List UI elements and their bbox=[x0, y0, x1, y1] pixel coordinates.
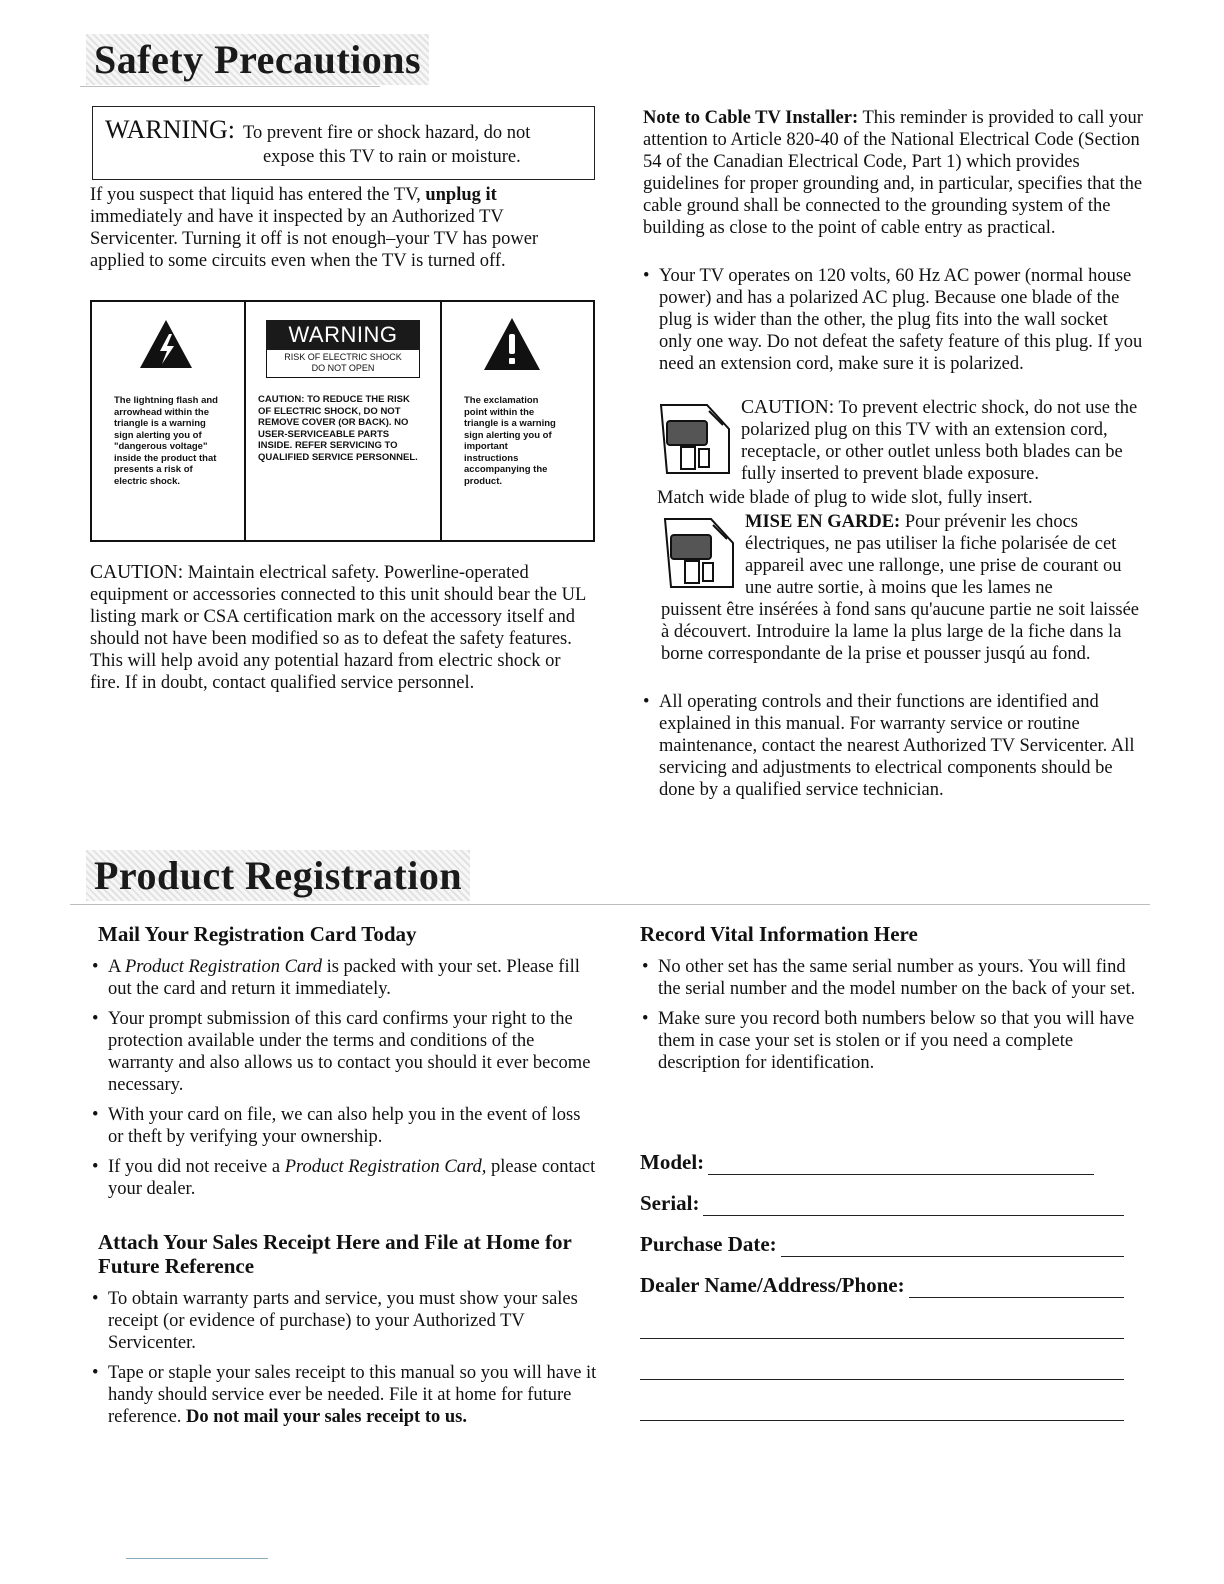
cable-installer-label: Note to Cable TV Installer: bbox=[643, 108, 859, 128]
lightning-column bbox=[92, 302, 246, 540]
lightning-text: The lightning flash and arrowhead within the triangle is a warning sign alerting you of "dangerous voltage" inside the product that presents a risk of electric shock. bbox=[114, 395, 218, 487]
receipt-bullet-1: • To obtain warranty parts and service, you must show your sales receipt (or evidence of purchase) to your Authorized TV Servicenter. bbox=[90, 1288, 600, 1354]
plug-caution-text: CAUTION: To prevent electric shock, do not use the polarized plug on this TV with an extension cord, receptacle, or other outlet unless both blades can be fully inserted to prevent blade exposure. bbox=[741, 397, 1138, 484]
dealer-line[interactable] bbox=[909, 1279, 1124, 1298]
service-caution-text: CAUTION: TO REDUCE THE RISK OF ELECTRIC SHOCK, DO NOT REMOVE COVER (OR BACK). NO USER-SERVICEABLE PARTS INSIDE. REFER SERVICING TO QUALIFIED SERVICE PERSONNEL. bbox=[258, 394, 418, 463]
page-footer-rule bbox=[126, 1558, 268, 1559]
sales-receipt-bullets bbox=[90, 1288, 600, 1428]
mise-en-garde-block bbox=[661, 511, 1143, 665]
mise-en-garde-tail: puissent être insérées à fond sans qu'aucune partie ne soit laissée à découvert. Introduire la lame la plus large de la fiche dans la borne correspondante de la prise et pousser jusqú au fond. bbox=[661, 600, 1140, 664]
vital-bullet-1: • No other set has the same serial number as yours. You will find the serial number and the model number on the back of your set. bbox=[640, 956, 1140, 1000]
dealer-label: Dealer Name/Address/Phone: bbox=[640, 1273, 905, 1297]
warning-box bbox=[92, 106, 595, 180]
model-label: Model: bbox=[640, 1150, 705, 1174]
mail-card-bullets bbox=[90, 956, 600, 1200]
warning-sign-title: WARNING bbox=[266, 320, 420, 350]
do-not-mail-emphasis: Do not mail your sales receipt to us. bbox=[186, 1407, 467, 1427]
vital-info-form bbox=[640, 1150, 1124, 1421]
serial-label: Serial: bbox=[640, 1191, 700, 1215]
unplug-emphasis: unplug it bbox=[425, 185, 497, 205]
controls-bullet-list bbox=[641, 691, 1143, 809]
plug-caution-tail: Match wide blade of plug to wide slot, fully insert. bbox=[657, 488, 1033, 508]
plug-caution-label: CAUTION: bbox=[741, 397, 835, 418]
sales-receipt-heading: Attach Your Sales Receipt Here and File at Home for Future Reference bbox=[98, 1230, 572, 1278]
mail-bullet-4: • If you did not receive a Product Registration Card, please contact your dealer. bbox=[90, 1156, 600, 1200]
vital-info-heading: Record Vital Information Here bbox=[640, 922, 918, 946]
warning-sign-column bbox=[246, 302, 442, 540]
warning-label: WARNING: bbox=[105, 115, 235, 144]
model-line[interactable] bbox=[708, 1156, 1094, 1175]
mise-en-garde-text: MISE EN GARDE: Pour prévenir les chocs électriques, ne pas utiliser la fiche polarisée de cet appareil avec une rallonge, une prise de courant ou une autre sortie, à moins que les lames ne bbox=[745, 512, 1122, 598]
serial-field[interactable] bbox=[640, 1191, 1124, 1216]
registration-right-column bbox=[640, 922, 1140, 1082]
dealer-field[interactable] bbox=[640, 1273, 1124, 1298]
caution-paragraph: CAUTION: Maintain electrical safety. Powerline-operated equipment or accessories connected to this unit should bear the UL listing mark or CSA certification mark on the accessory itself and should not have been modified so as to defeat the safety features. This will help avoid any potential hazard from electric shock or fire. If in doubt, contact qualified service personnel. bbox=[90, 562, 586, 693]
power-bullet: • Your TV operates on 120 volts, 60 Hz AC power (normal house power) and has a polarized AC plug. Because one blade of the plug is wider than the other, the plug fits into the wall socket only one way. Do not defeat the safety feature of this plug. If you need an extension cord, make sure it is polarized. bbox=[641, 265, 1143, 375]
polarized-plug-icon bbox=[657, 399, 733, 479]
dealer-extra-line-2[interactable] bbox=[640, 1379, 1124, 1380]
lightning-triangle-icon bbox=[138, 318, 194, 370]
mail-bullet-1: • A Product Registration Card is packed with your set. Please fill out the card and return it immediately. bbox=[90, 956, 600, 1000]
purchase-date-label: Purchase Date: bbox=[640, 1232, 777, 1256]
mise-en-garde-label: MISE EN GARDE: bbox=[745, 512, 901, 532]
dealer-extra-line-3[interactable] bbox=[640, 1420, 1124, 1421]
warning-line2: expose this TV to rain or moisture. bbox=[263, 147, 521, 167]
safety-title-rule bbox=[80, 86, 380, 87]
exclamation-column bbox=[442, 302, 593, 540]
registration-title: Product Registration bbox=[86, 850, 470, 901]
safety-title: Safety Precautions bbox=[86, 34, 429, 85]
polarized-plug-icon-fr bbox=[661, 513, 737, 593]
caution-label: CAUTION: bbox=[90, 562, 184, 583]
plug-caution-block bbox=[657, 397, 1143, 509]
dealer-extra-line-1[interactable] bbox=[640, 1338, 1124, 1339]
vital-info-bullets bbox=[640, 956, 1140, 1074]
registration-title-rule bbox=[70, 904, 1150, 905]
mail-bullet-2: • Your prompt submission of this card confirms your right to the protection available under the terms and conditions of the warranty and also allows us to contact you should it ever become necessary. bbox=[90, 1008, 600, 1096]
purchase-date-line[interactable] bbox=[781, 1238, 1124, 1257]
mail-bullet-3: • With your card on file, we can also help you in the event of loss or theft by verifying your ownership. bbox=[90, 1104, 600, 1148]
mail-card-heading: Mail Your Registration Card Today bbox=[98, 922, 417, 946]
controls-bullet: • All operating controls and their functions are identified and explained in this manual. For warranty service or routine maintenance, contact the nearest Authorized TV Servicenter. All servicing and adjustments to electrical components should be done by a qualified service technician. bbox=[641, 691, 1143, 801]
model-field[interactable] bbox=[640, 1150, 1094, 1175]
receipt-bullet-2: • Tape or staple your sales receipt to this manual so you will have it handy should service ever be needed. File it at home for future reference. Do not mail your sales receipt to us. bbox=[90, 1362, 600, 1428]
warning-line1: To prevent fire or shock hazard, do not bbox=[243, 123, 531, 143]
liquid-paragraph: If you suspect that liquid has entered the TV, unplug it immediately and have it inspected by an Authorized TV Servicenter. Turning it off is not enough–your TV has power applied to some circuits even when the TV is turned off. bbox=[90, 185, 539, 271]
exclamation-triangle-icon bbox=[482, 316, 542, 372]
safety-symbols-panel bbox=[90, 300, 595, 542]
exclamation-text: The exclamation point within the triangle is a warning sign alerting you of important instructions accompanying the product. bbox=[464, 395, 556, 487]
purchase-date-field[interactable] bbox=[640, 1232, 1124, 1257]
vital-bullet-2: • Make sure you record both numbers below so that you will have them in case your set is stolen or if you need a complete description for identification. bbox=[640, 1008, 1140, 1074]
registration-left-column bbox=[90, 922, 600, 1436]
cable-installer-note: Note to Cable TV Installer: This reminder is provided to call your attention to Article 820-40 of the National Electrical Code (Section 54 of the Canadian Electrical Code, Part 1) which provides guidelines for proper grounding and, in particular, specifies that the cable ground shall be connected to the grounding system of the building as close to the point of cable entry as practical. bbox=[643, 108, 1143, 238]
warning-sign-subtext: RISK OF ELECTRIC SHOCK DO NOT OPEN bbox=[266, 350, 420, 378]
serial-line[interactable] bbox=[703, 1197, 1124, 1216]
power-bullet-list bbox=[641, 265, 1143, 383]
